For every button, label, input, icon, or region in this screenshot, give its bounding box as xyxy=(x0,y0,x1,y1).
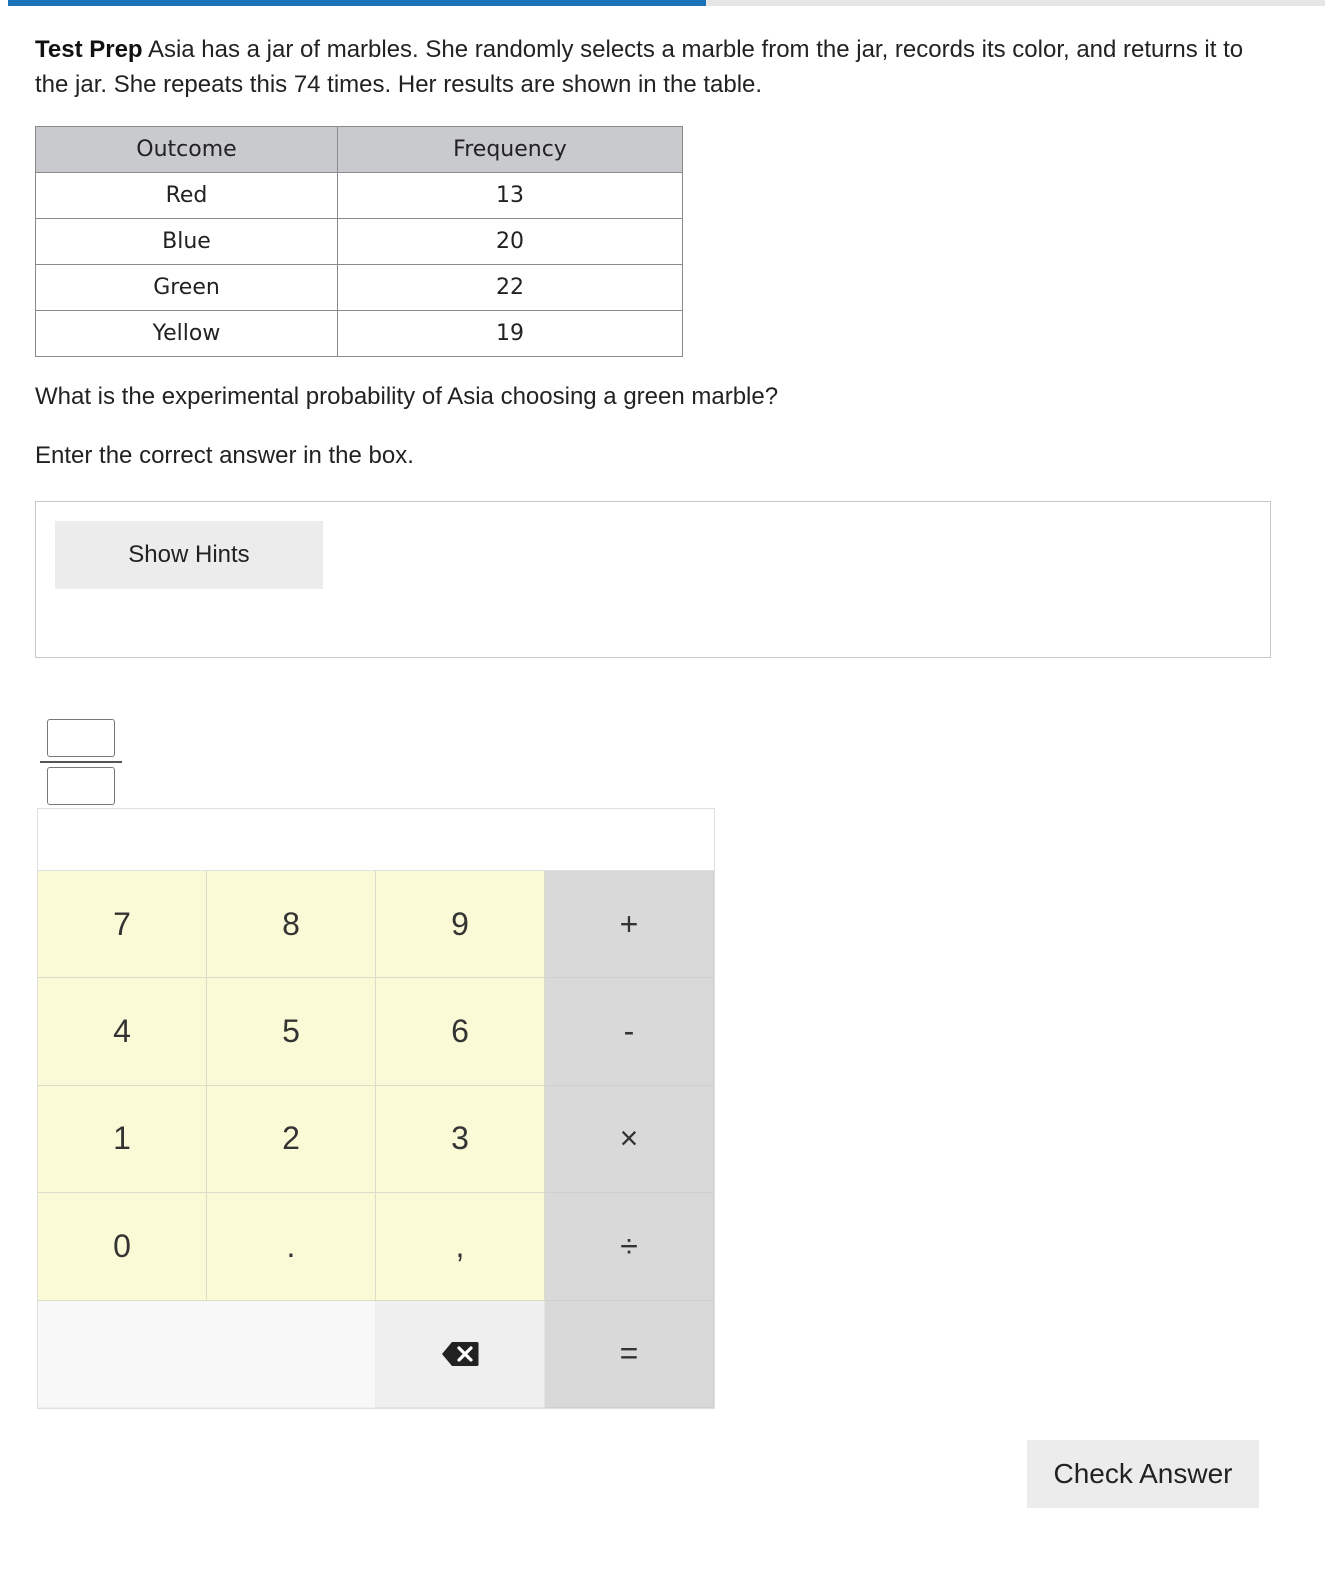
frequency-table xyxy=(35,126,683,357)
key-5[interactable]: 5 xyxy=(207,978,376,1085)
table-header-row xyxy=(36,127,683,173)
key-7[interactable]: 7 xyxy=(38,871,207,978)
frequency-cell: 20 xyxy=(338,219,683,265)
table-row xyxy=(36,311,683,357)
check-answer-button[interactable]: Check Answer xyxy=(1027,1440,1259,1508)
key-multiply[interactable]: × xyxy=(545,1086,714,1193)
question-prompt xyxy=(35,32,1275,102)
fraction-answer xyxy=(40,719,122,807)
key-6[interactable]: 6 xyxy=(376,978,545,1085)
prompt-text: Asia has a jar of marbles. She randomly selects a marble from the jar, records its color, and returns it to the jar. She repeats this 74 times. Her results are shown in the table. xyxy=(35,36,1244,98)
question-text: What is the experimental probability of Asia choosing a green marble? xyxy=(35,383,779,410)
key-decimal[interactable]: . xyxy=(207,1193,376,1300)
keypad-blank-area xyxy=(38,1301,376,1408)
key-2[interactable]: 2 xyxy=(207,1086,376,1193)
outcome-cell: Green xyxy=(36,265,338,311)
hints-panel xyxy=(35,501,1271,658)
key-minus[interactable]: - xyxy=(545,978,714,1085)
frequency-cell: 13 xyxy=(338,173,683,219)
key-plus[interactable]: + xyxy=(545,871,714,978)
outcome-cell: Red xyxy=(36,173,338,219)
key-9[interactable]: 9 xyxy=(376,871,545,978)
key-equals[interactable]: = xyxy=(545,1301,714,1408)
table-row xyxy=(36,173,683,219)
keypad-grid xyxy=(38,871,714,1408)
denominator-input[interactable] xyxy=(47,767,115,805)
prompt-lead: Test Prep xyxy=(35,36,143,63)
key-4[interactable]: 4 xyxy=(38,978,207,1085)
column-header-frequency: Frequency xyxy=(338,127,683,173)
math-keypad xyxy=(37,808,715,1409)
progress-bar-fill xyxy=(8,0,706,6)
progress-bar xyxy=(8,0,1325,6)
backspace-icon xyxy=(441,1341,479,1367)
key-3[interactable]: 3 xyxy=(376,1086,545,1193)
table-row xyxy=(36,219,683,265)
key-8[interactable]: 8 xyxy=(207,871,376,978)
frequency-cell: 22 xyxy=(338,265,683,311)
outcome-cell: Blue xyxy=(36,219,338,265)
key-1[interactable]: 1 xyxy=(38,1086,207,1193)
backspace-key[interactable] xyxy=(376,1301,545,1408)
keypad-display xyxy=(38,809,714,871)
key-divide[interactable]: ÷ xyxy=(545,1193,714,1300)
fraction-bar xyxy=(40,761,122,763)
key-comma[interactable]: , xyxy=(376,1193,545,1300)
frequency-cell: 19 xyxy=(338,311,683,357)
numerator-input[interactable] xyxy=(47,719,115,757)
instruction-text: Enter the correct answer in the box. xyxy=(35,442,414,469)
column-header-outcome: Outcome xyxy=(36,127,338,173)
key-0[interactable]: 0 xyxy=(38,1193,207,1300)
outcome-cell: Yellow xyxy=(36,311,338,357)
table-row xyxy=(36,265,683,311)
show-hints-button[interactable]: Show Hints xyxy=(55,521,323,589)
